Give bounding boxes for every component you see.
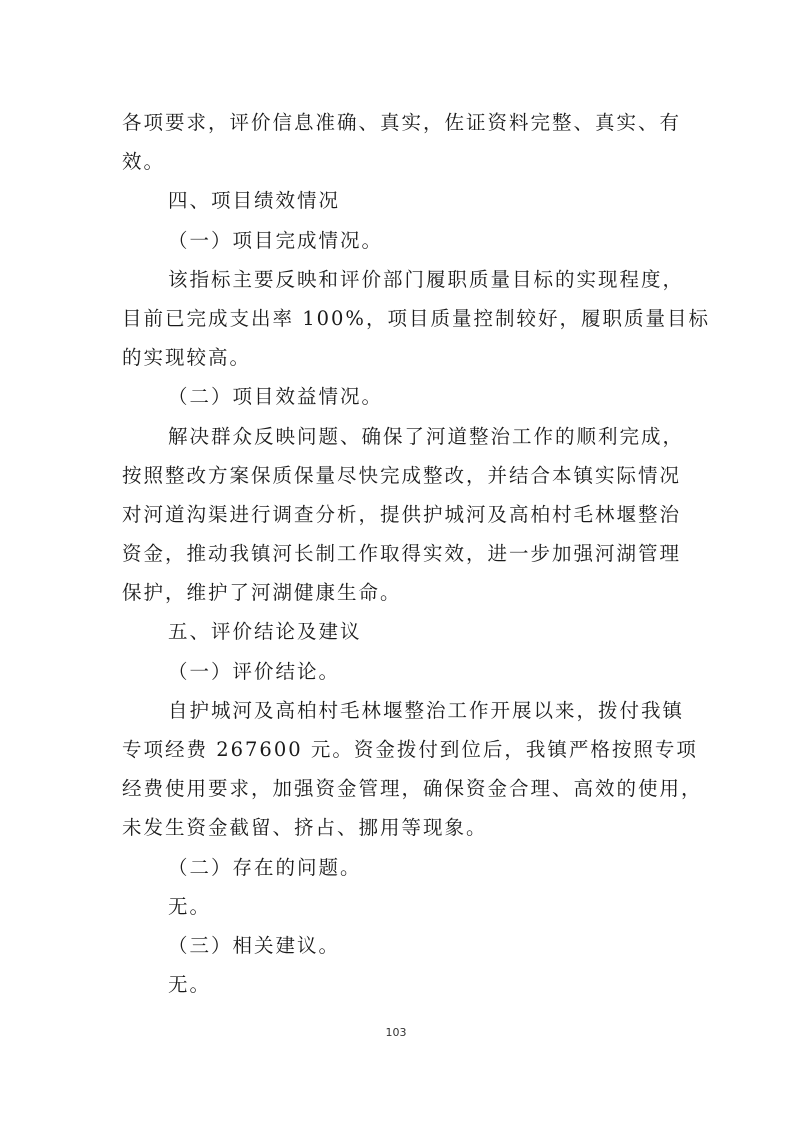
text-line: 各项要求，评价信息准确、真实，佐证资料完整、真实、有 (122, 111, 682, 134)
text-line: 无。 (168, 894, 212, 918)
text-line: （三）相关建议。 (168, 933, 341, 957)
text-line: 的实现较高。 (122, 346, 252, 370)
text-line: 经费使用要求，加强资金管理，确保资金合理、高效的使用， (122, 777, 703, 801)
text-line: 对河道沟渠进行调查分析，提供护城河及高柏村毛林堰整治 (122, 502, 682, 526)
document-body (122, 103, 710, 1004)
text-line: 自护城河及高柏村毛林堰整治工作开展以来，拨付我镇 (168, 698, 685, 722)
text-line: （二）项目效益情况。 (168, 385, 384, 409)
text-line: （一）项目完成情况。 (168, 228, 384, 252)
text-line: 未发生资金截留、挤占、挪用等现象。 (122, 816, 488, 840)
text-line: 该指标主要反映和评价部门履职质量目标的实现程度， (168, 267, 685, 291)
page-number: 103 (385, 1026, 407, 1039)
text-line: 保护，维护了河湖健康生命。 (122, 581, 402, 605)
text-line: 目前已完成支出率 100%，项目质量控制较好，履职质量目标 (122, 306, 710, 330)
text-line: 四、项目绩效情况 (168, 189, 341, 213)
text-line: （二）存在的问题。 (168, 855, 362, 879)
text-line: 效。 (122, 150, 166, 174)
text-line: （一）评价结论。 (168, 659, 341, 683)
text-line: 资金，推动我镇河长制工作取得实效，进一步加强河湖管理 (122, 542, 682, 566)
text-line: 解决群众反映问题、确保了河道整治工作的顺利完成， (168, 424, 685, 448)
text-line: 按照整改方案保质保量尽快完成整改，并结合本镇实际情况 (122, 463, 682, 487)
text-line: 无。 (168, 973, 212, 997)
text-line: 专项经费 267600 元。资金拨付到位后，我镇严格按照专项 (122, 738, 698, 761)
text-line: 五、评价结论及建议 (168, 620, 362, 644)
